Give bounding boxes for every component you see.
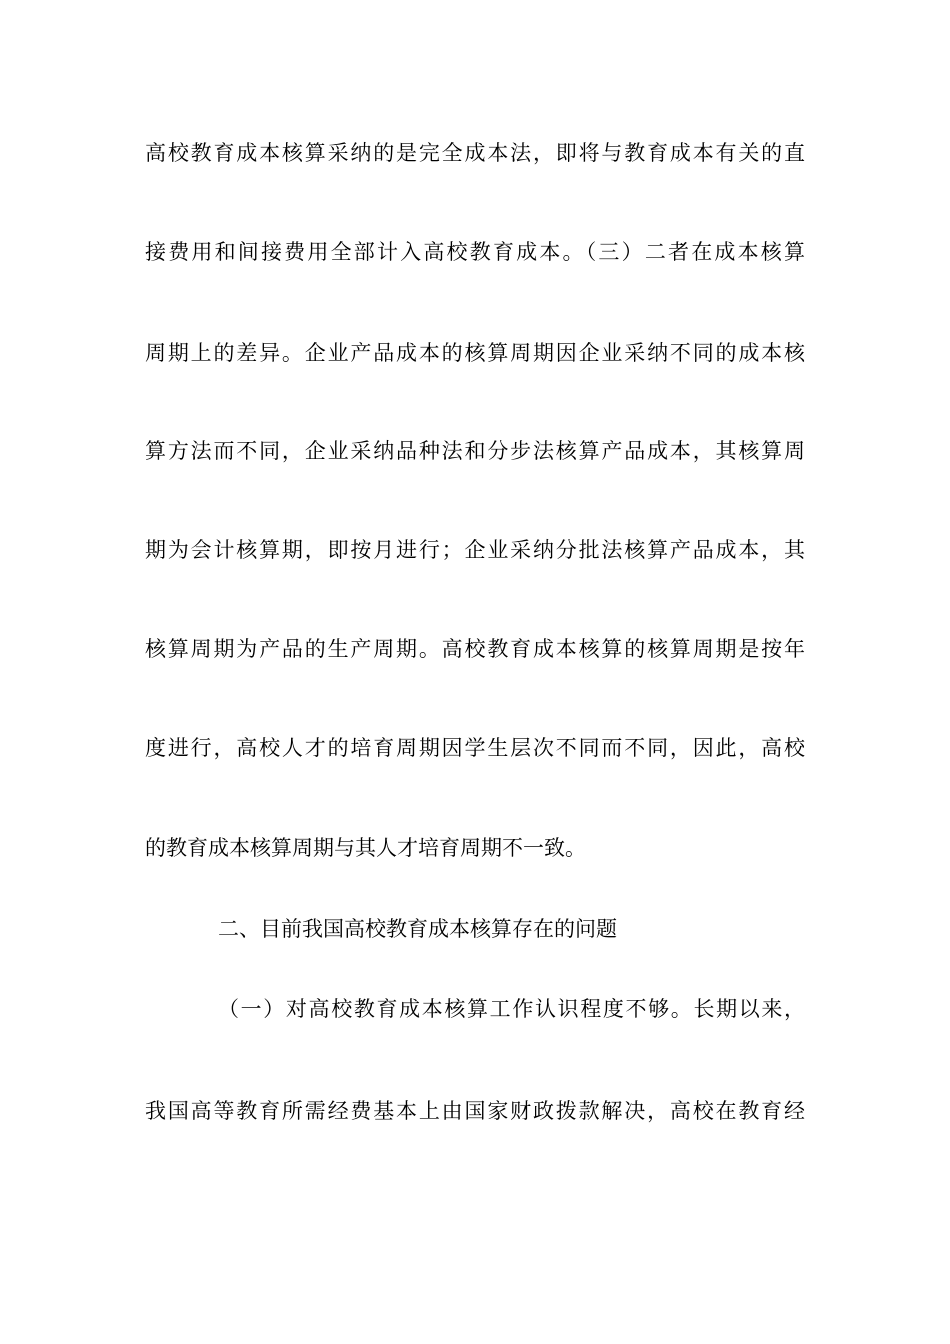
paragraph-line: 算方法而不同，企业采纳品种法和分步法核算产品成本，其核算周: [145, 439, 805, 463]
paragraph-line: 期为会计核算期，即按月进行；企业采纳分批法核算产品成本，其: [145, 538, 805, 562]
paragraph-line: 核算周期为产品的生产周期。高校教育成本核算的核算周期是按年: [145, 637, 805, 661]
paragraph-line: 度进行，高校人才的培育周期因学生层次不同而不同，因此，高校: [145, 736, 805, 760]
section-heading: 二、目前我国高校教育成本核算存在的问题: [218, 917, 617, 941]
paragraph-line: 周期上的差异。企业产品成本的核算周期因企业采纳不同的成本核: [145, 341, 805, 365]
paragraph-line: 接费用和间接费用全部计入高校教育成本。（三）二者在成本核算: [145, 240, 805, 264]
paragraph-line: 的教育成本核算周期与其人才培育周期不一致。: [145, 836, 586, 860]
paragraph-line: （一）对高校教育成本核算工作认识程度不够。长期以来，: [218, 997, 805, 1021]
paragraph-line: 高校教育成本核算采纳的是完全成本法，即将与教育成本有关的直: [145, 141, 805, 165]
paragraph-line: 我国高等教育所需经费基本上由国家财政拨款解决，高校在教育经: [145, 1099, 805, 1123]
